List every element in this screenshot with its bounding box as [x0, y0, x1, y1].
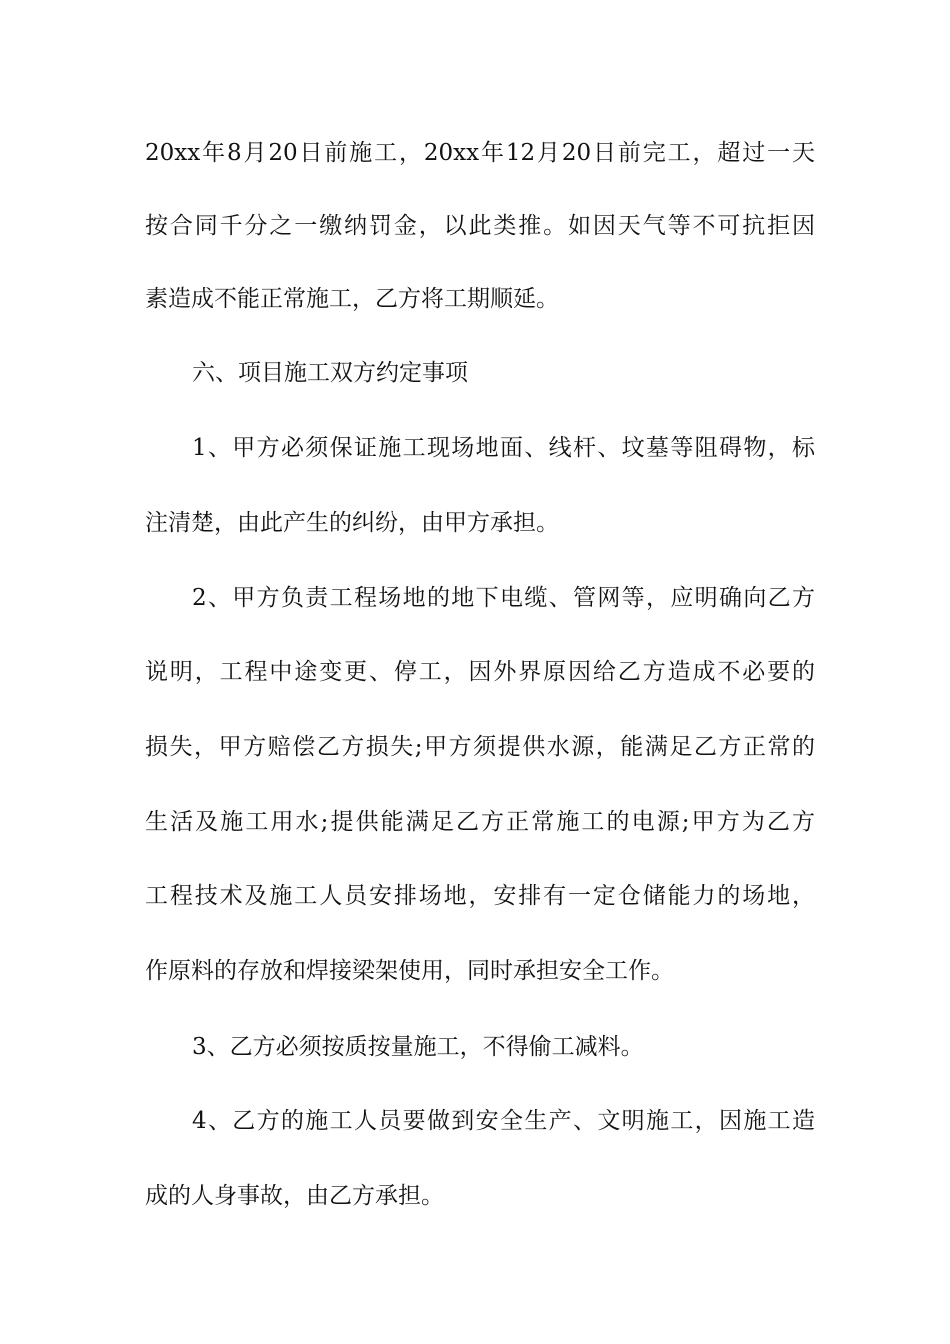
text-line: 工程技术及施工人员安排场地，安排有一定仓储能力的场地，: [145, 883, 815, 909]
text-line: 成的人身事故，由乙方承担。: [145, 1183, 444, 1209]
text-line: 20xx年8月20日前施工，20xx年12月20日前完工，超过一天: [145, 140, 815, 166]
text-line: 损失，甲方赔偿乙方损失;甲方须提供水源，能满足乙方正常的: [145, 734, 815, 760]
text-line: 注清楚，由此产生的纠纷，由甲方承担。: [145, 510, 559, 536]
text-line: 按合同千分之一缴纳罚金，以此类推。如因天气等不可抗拒因: [145, 213, 815, 239]
text-line: 作原料的存放和焊接梁架使用，同时承担安全工作。: [145, 958, 674, 984]
text-line: 1、甲方必须保证施工现场地面、线杆、坟墓等阻碍物，标: [192, 435, 815, 461]
text-line: 2、甲方负责工程场地的地下电缆、管网等，应明确向乙方: [192, 585, 815, 611]
text-line: 生活及施工用水;提供能满足乙方正常施工的电源;甲方为乙方: [145, 809, 815, 835]
text-line: 素造成不能正常施工，乙方将工期顺延。: [145, 286, 559, 312]
text-line: 3、乙方必须按质按量施工，不得偷工减料。: [192, 1034, 644, 1060]
section-heading: 六、项目施工双方约定事项: [192, 360, 468, 386]
text-line: 4、乙方的施工人员要做到安全生产、文明施工，因施工造: [192, 1108, 815, 1134]
text-line: 说明，工程中途变更、停工，因外界原因给乙方造成不必要的: [145, 659, 815, 685]
